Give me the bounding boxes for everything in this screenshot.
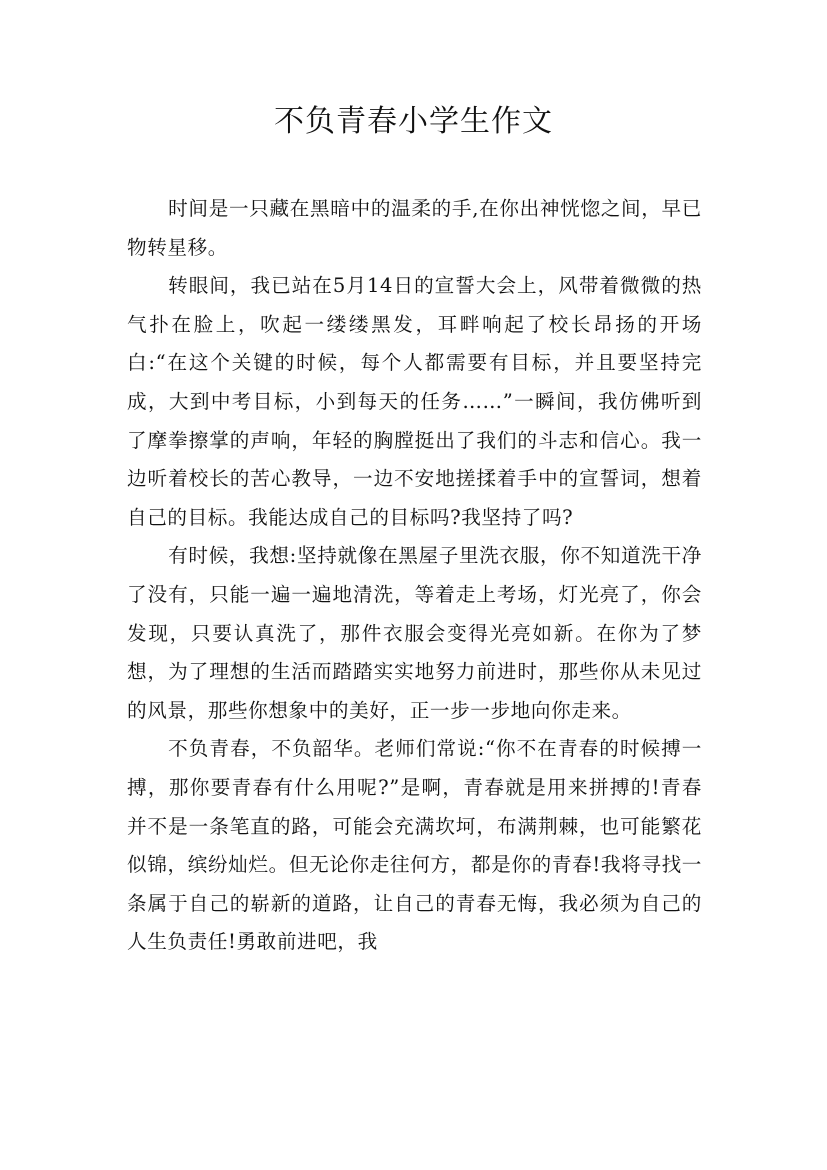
document-title: 不负青春小学生作文 [274, 104, 553, 139]
document-body [127, 190, 702, 962]
paragraph-1: 时间是一只藏在黑暗中的温柔的手,在你出神恍惚之间，早已物转星移。 [127, 197, 702, 259]
paragraph-3: 有时候，我想:坚持就像在黑屋子里洗衣服，你不知道洗干净了没有，只能一遍一遍地清洗，等着走上考场，灯光亮了，你会发现，只要认真洗了，那件衣服会变得光亮如新。在你为了梦想，为了理想的生活而踏踏实实地努力前进时，那些你从未见过的风景，那些你想象中的美好，正一步一步地向你走来。 [127, 544, 702, 722]
paragraph-2: 转眼间，我已站在5月14日的宣誓大会上，风带着微微的热气扑在脸上，吹起一缕缕黑发，耳畔响起了校长昂扬的开场白:“在这个关键的时候，每个人都需要有目标，并且要坚持完成，大到中考目标，小到每天的任务……”一瞬间，我仿佛听到了摩拳擦掌的声响，年轻的胸膛挺出了我们的斗志和信心。我一边听着校长的苦心教导，一边不安地搓揉着手中的宣誓词，想着自己的目标。我能达成自己的目标吗?我坚持了吗? [127, 274, 702, 529]
paragraph-4: 不负青春，不负韶华。老师们常说:“你不在青春的时候搏一搏，那你要青春有什么用呢?”是啊，青春就是用来拼搏的!青春并不是一条笔直的路，可能会充满坎坷，布满荆棘，也可能繁花似锦，缤纷灿烂。但无论你走往何方，都是你的青春!我将寻找一条属于自己的崭新的道路，让自己的青春无悔，我必须为自己的人生负责任!勇敢前进吧，我 [127, 737, 702, 954]
